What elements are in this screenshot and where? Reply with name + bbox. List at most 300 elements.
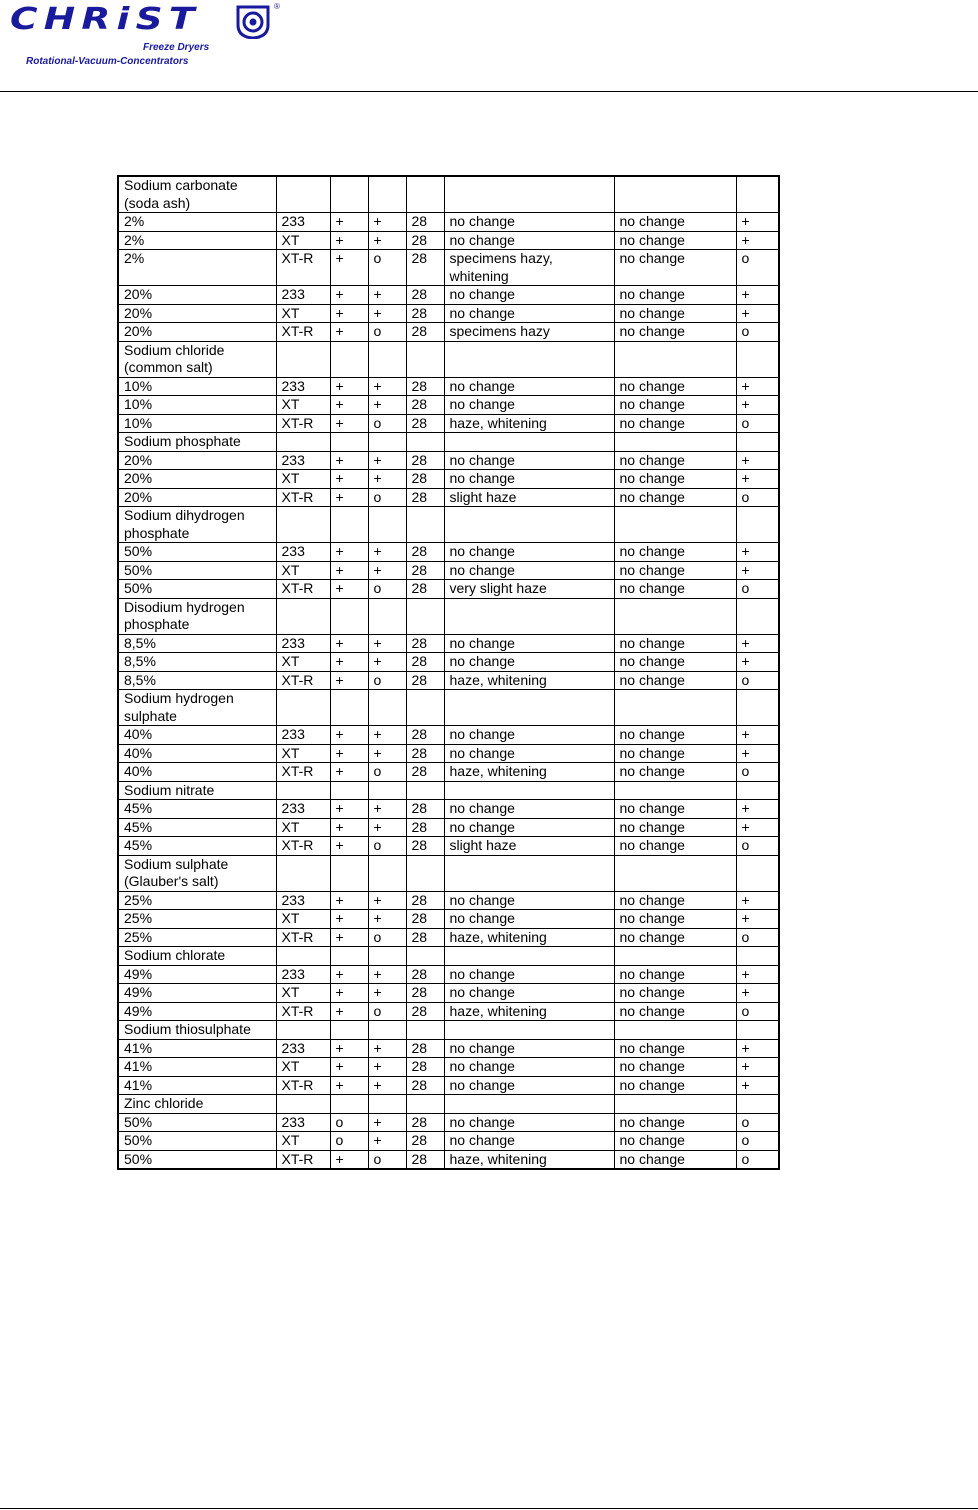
empty-cell [276, 176, 330, 213]
result-b-cell: o [368, 323, 406, 342]
table-row [118, 377, 779, 396]
concentration-cell: 50% [118, 1150, 276, 1169]
medium-appearance-cell: no change [614, 1039, 736, 1058]
concentration-cell: 8,5% [118, 671, 276, 690]
empty-cell [736, 855, 779, 891]
rating-cell: + [736, 818, 779, 837]
table-row [118, 965, 779, 984]
empty-cell [368, 947, 406, 966]
days-cell: 28 [406, 1076, 444, 1095]
table-row [118, 1039, 779, 1058]
empty-cell [444, 690, 614, 726]
material-cell: 233 [276, 726, 330, 745]
medium-appearance-cell: no change [614, 1113, 736, 1132]
result-b-cell: + [368, 910, 406, 929]
specimen-appearance-cell: no change [444, 396, 614, 415]
concentration-cell: 25% [118, 928, 276, 947]
empty-cell [406, 855, 444, 891]
result-a-cell: + [330, 818, 368, 837]
rating-cell: + [736, 451, 779, 470]
result-a-cell: + [330, 451, 368, 470]
result-a-cell: + [330, 396, 368, 415]
empty-cell [406, 341, 444, 377]
days-cell: 28 [406, 1150, 444, 1169]
concentration-cell: 41% [118, 1039, 276, 1058]
rating-cell: + [736, 634, 779, 653]
table-row [118, 1150, 779, 1169]
empty-cell [614, 690, 736, 726]
empty-cell [368, 433, 406, 452]
rating-cell: o [736, 671, 779, 690]
substance-name: Sodium sulphate (Glauber's salt) [118, 855, 276, 891]
result-a-cell: + [330, 414, 368, 433]
medium-appearance-cell: no change [614, 396, 736, 415]
concentration-cell: 8,5% [118, 634, 276, 653]
specimen-appearance-cell: no change [444, 1058, 614, 1077]
material-cell: XT [276, 910, 330, 929]
result-a-cell: + [330, 1076, 368, 1095]
group-header-row [118, 433, 779, 452]
material-cell: XT-R [276, 1076, 330, 1095]
concentration-cell: 8,5% [118, 653, 276, 672]
tagline-rvc: Rotational-Vacuum-Concentrators [26, 56, 189, 67]
days-cell: 28 [406, 1113, 444, 1132]
table-row [118, 1113, 779, 1132]
medium-appearance-cell: no change [614, 304, 736, 323]
table-row [118, 213, 779, 232]
empty-cell [736, 507, 779, 543]
concentration-cell: 40% [118, 763, 276, 782]
empty-cell [406, 1095, 444, 1114]
specimen-appearance-cell: no change [444, 744, 614, 763]
empty-cell [330, 855, 368, 891]
empty-cell [614, 855, 736, 891]
material-cell: XT [276, 1132, 330, 1151]
rating-cell: o [736, 928, 779, 947]
medium-appearance-cell: no change [614, 726, 736, 745]
table-row [118, 984, 779, 1003]
empty-cell [444, 855, 614, 891]
result-a-cell: + [330, 634, 368, 653]
result-b-cell: + [368, 984, 406, 1003]
days-cell: 28 [406, 965, 444, 984]
days-cell: 28 [406, 1039, 444, 1058]
material-cell: XT-R [276, 928, 330, 947]
result-a-cell: + [330, 671, 368, 690]
days-cell: 28 [406, 726, 444, 745]
concentration-cell: 20% [118, 488, 276, 507]
material-cell: XT-R [276, 323, 330, 342]
concentration-cell: 41% [118, 1076, 276, 1095]
specimen-appearance-cell: no change [444, 231, 614, 250]
specimen-appearance-cell: no change [444, 726, 614, 745]
result-b-cell: o [368, 488, 406, 507]
empty-cell [330, 690, 368, 726]
rating-cell: + [736, 543, 779, 562]
table-row [118, 910, 779, 929]
concentration-cell: 25% [118, 891, 276, 910]
footer-divider [0, 1508, 978, 1509]
group-header-row [118, 947, 779, 966]
material-cell: XT-R [276, 837, 330, 856]
result-b-cell: o [368, 928, 406, 947]
table-row [118, 470, 779, 489]
days-cell: 28 [406, 1132, 444, 1151]
material-cell: XT [276, 653, 330, 672]
concentration-cell: 40% [118, 744, 276, 763]
specimen-appearance-cell: no change [444, 451, 614, 470]
group-header-row [118, 781, 779, 800]
header-divider [0, 91, 978, 92]
concentration-cell: 20% [118, 451, 276, 470]
result-a-cell: + [330, 231, 368, 250]
concentration-cell: 45% [118, 800, 276, 819]
result-b-cell: + [368, 1132, 406, 1151]
table-row [118, 250, 779, 286]
group-header-row [118, 598, 779, 634]
concentration-cell: 25% [118, 910, 276, 929]
days-cell: 28 [406, 488, 444, 507]
material-cell: XT-R [276, 488, 330, 507]
empty-cell [736, 690, 779, 726]
material-cell: 233 [276, 800, 330, 819]
days-cell: 28 [406, 653, 444, 672]
result-a-cell: + [330, 470, 368, 489]
concentration-cell: 20% [118, 286, 276, 305]
spiral-shield-icon [235, 5, 271, 39]
rating-cell: + [736, 561, 779, 580]
result-b-cell: + [368, 1058, 406, 1077]
medium-appearance-cell: no change [614, 414, 736, 433]
specimen-appearance-cell: no change [444, 910, 614, 929]
empty-cell [276, 507, 330, 543]
table-row [118, 726, 779, 745]
specimen-appearance-cell: no change [444, 1132, 614, 1151]
material-cell: XT [276, 818, 330, 837]
concentration-cell: 40% [118, 726, 276, 745]
days-cell: 28 [406, 1002, 444, 1021]
material-cell: 233 [276, 543, 330, 562]
empty-cell [736, 781, 779, 800]
empty-cell [368, 855, 406, 891]
material-cell: XT [276, 231, 330, 250]
result-b-cell: + [368, 1039, 406, 1058]
result-a-cell: + [330, 580, 368, 599]
substance-name: Sodium thiosulphate [118, 1021, 276, 1040]
result-b-cell: o [368, 1002, 406, 1021]
days-cell: 28 [406, 671, 444, 690]
table-row [118, 928, 779, 947]
rating-cell: + [736, 304, 779, 323]
concentration-cell: 45% [118, 837, 276, 856]
christ-logo [6, 2, 286, 72]
empty-cell [406, 1021, 444, 1040]
empty-cell [276, 1021, 330, 1040]
empty-cell [614, 1021, 736, 1040]
medium-appearance-cell: no change [614, 744, 736, 763]
result-a-cell: o [330, 1132, 368, 1151]
empty-cell [444, 1021, 614, 1040]
medium-appearance-cell: no change [614, 1132, 736, 1151]
result-b-cell: + [368, 543, 406, 562]
medium-appearance-cell: no change [614, 910, 736, 929]
rating-cell: + [736, 653, 779, 672]
medium-appearance-cell: no change [614, 800, 736, 819]
empty-cell [330, 176, 368, 213]
group-header-row [118, 1021, 779, 1040]
empty-cell [444, 781, 614, 800]
empty-cell [330, 1095, 368, 1114]
medium-appearance-cell: no change [614, 1002, 736, 1021]
rating-cell: + [736, 470, 779, 489]
rating-cell: + [736, 286, 779, 305]
specimen-appearance-cell: no change [444, 561, 614, 580]
result-a-cell: + [330, 837, 368, 856]
specimen-appearance-cell: haze, whitening [444, 1150, 614, 1169]
table-row [118, 837, 779, 856]
material-cell: 233 [276, 1113, 330, 1132]
rating-cell: o [736, 323, 779, 342]
material-cell: XT [276, 1058, 330, 1077]
result-b-cell: + [368, 1113, 406, 1132]
specimen-appearance-cell: specimens hazy [444, 323, 614, 342]
table-row [118, 653, 779, 672]
empty-cell [276, 690, 330, 726]
specimen-appearance-cell: no change [444, 1039, 614, 1058]
result-a-cell: + [330, 653, 368, 672]
material-cell: XT [276, 984, 330, 1003]
empty-cell [444, 176, 614, 213]
medium-appearance-cell: no change [614, 250, 736, 286]
material-cell: XT [276, 744, 330, 763]
days-cell: 28 [406, 928, 444, 947]
group-header-row [118, 1095, 779, 1114]
concentration-cell: 20% [118, 323, 276, 342]
result-b-cell: + [368, 286, 406, 305]
group-header-row [118, 507, 779, 543]
days-cell: 28 [406, 891, 444, 910]
result-a-cell: + [330, 323, 368, 342]
result-b-cell: + [368, 891, 406, 910]
empty-cell [330, 507, 368, 543]
rating-cell: + [736, 891, 779, 910]
days-cell: 28 [406, 304, 444, 323]
material-cell: XT-R [276, 580, 330, 599]
result-b-cell: + [368, 634, 406, 653]
concentration-cell: 50% [118, 580, 276, 599]
specimen-appearance-cell: no change [444, 634, 614, 653]
medium-appearance-cell: no change [614, 928, 736, 947]
table-row [118, 396, 779, 415]
empty-cell [444, 433, 614, 452]
days-cell: 28 [406, 213, 444, 232]
result-b-cell: o [368, 837, 406, 856]
table-row [118, 1132, 779, 1151]
result-b-cell: + [368, 653, 406, 672]
empty-cell [368, 341, 406, 377]
empty-cell [444, 341, 614, 377]
medium-appearance-cell: no change [614, 213, 736, 232]
empty-cell [276, 1095, 330, 1114]
days-cell: 28 [406, 910, 444, 929]
specimen-appearance-cell: no change [444, 1113, 614, 1132]
rating-cell: + [736, 800, 779, 819]
specimen-appearance-cell: specimens hazy, whitening [444, 250, 614, 286]
empty-cell [368, 781, 406, 800]
rating-cell: + [736, 744, 779, 763]
specimen-appearance-cell: no change [444, 213, 614, 232]
medium-appearance-cell: no change [614, 1076, 736, 1095]
rating-cell: o [736, 488, 779, 507]
days-cell: 28 [406, 984, 444, 1003]
days-cell: 28 [406, 634, 444, 653]
empty-cell [330, 433, 368, 452]
empty-cell [614, 176, 736, 213]
substance-name: Zinc chloride [118, 1095, 276, 1114]
concentration-cell: 2% [118, 231, 276, 250]
empty-cell [444, 947, 614, 966]
concentration-cell: 41% [118, 1058, 276, 1077]
result-a-cell: + [330, 726, 368, 745]
result-a-cell: + [330, 213, 368, 232]
empty-cell [614, 947, 736, 966]
material-cell: XT [276, 304, 330, 323]
rating-cell: o [736, 1132, 779, 1151]
rating-cell: + [736, 396, 779, 415]
medium-appearance-cell: no change [614, 1150, 736, 1169]
empty-cell [368, 176, 406, 213]
result-a-cell: + [330, 910, 368, 929]
empty-cell [406, 598, 444, 634]
empty-cell [368, 690, 406, 726]
empty-cell [368, 598, 406, 634]
specimen-appearance-cell: no change [444, 286, 614, 305]
concentration-cell: 20% [118, 304, 276, 323]
empty-cell [736, 1021, 779, 1040]
days-cell: 28 [406, 323, 444, 342]
specimen-appearance-cell: haze, whitening [444, 671, 614, 690]
specimen-appearance-cell: no change [444, 800, 614, 819]
concentration-cell: 10% [118, 396, 276, 415]
result-b-cell: o [368, 763, 406, 782]
table-row [118, 414, 779, 433]
empty-cell [736, 598, 779, 634]
material-cell: 233 [276, 1039, 330, 1058]
material-cell: 233 [276, 213, 330, 232]
material-cell: XT-R [276, 250, 330, 286]
days-cell: 28 [406, 470, 444, 489]
rating-cell: + [736, 377, 779, 396]
medium-appearance-cell: no change [614, 837, 736, 856]
specimen-appearance-cell: haze, whitening [444, 1002, 614, 1021]
medium-appearance-cell: no change [614, 763, 736, 782]
empty-cell [276, 855, 330, 891]
days-cell: 28 [406, 414, 444, 433]
result-b-cell: o [368, 671, 406, 690]
empty-cell [406, 690, 444, 726]
concentration-cell: 50% [118, 543, 276, 562]
concentration-cell: 50% [118, 1113, 276, 1132]
group-header-row [118, 690, 779, 726]
chemical-resistance-table [117, 175, 780, 1170]
result-b-cell: + [368, 744, 406, 763]
empty-cell [276, 433, 330, 452]
rating-cell: + [736, 1039, 779, 1058]
days-cell: 28 [406, 818, 444, 837]
concentration-cell: 49% [118, 1002, 276, 1021]
rating-cell: o [736, 250, 779, 286]
result-b-cell: + [368, 818, 406, 837]
result-b-cell: + [368, 800, 406, 819]
material-cell: XT-R [276, 414, 330, 433]
medium-appearance-cell: no change [614, 891, 736, 910]
substance-name: Disodium hydrogen phosphate [118, 598, 276, 634]
specimen-appearance-cell: no change [444, 304, 614, 323]
result-b-cell: + [368, 451, 406, 470]
medium-appearance-cell: no change [614, 470, 736, 489]
table-row [118, 763, 779, 782]
medium-appearance-cell: no change [614, 451, 736, 470]
specimen-appearance-cell: haze, whitening [444, 763, 614, 782]
material-cell: 233 [276, 286, 330, 305]
result-b-cell: + [368, 470, 406, 489]
rating-cell: o [736, 837, 779, 856]
concentration-cell: 45% [118, 818, 276, 837]
result-a-cell: + [330, 377, 368, 396]
concentration-cell: 20% [118, 470, 276, 489]
days-cell: 28 [406, 286, 444, 305]
result-a-cell: + [330, 800, 368, 819]
empty-cell [406, 507, 444, 543]
specimen-appearance-cell: slight haze [444, 488, 614, 507]
rating-cell: + [736, 910, 779, 929]
days-cell: 28 [406, 250, 444, 286]
table-row [118, 451, 779, 470]
result-a-cell: + [330, 744, 368, 763]
days-cell: 28 [406, 451, 444, 470]
medium-appearance-cell: no change [614, 671, 736, 690]
result-a-cell: + [330, 250, 368, 286]
result-b-cell: o [368, 1150, 406, 1169]
empty-cell [276, 781, 330, 800]
rating-cell: o [736, 580, 779, 599]
material-cell: 233 [276, 451, 330, 470]
empty-cell [614, 507, 736, 543]
rating-cell: + [736, 984, 779, 1003]
days-cell: 28 [406, 231, 444, 250]
days-cell: 28 [406, 561, 444, 580]
empty-cell [368, 507, 406, 543]
result-a-cell: + [330, 984, 368, 1003]
group-header-row [118, 341, 779, 377]
result-a-cell: + [330, 488, 368, 507]
material-cell: XT [276, 396, 330, 415]
result-a-cell: + [330, 543, 368, 562]
table-row [118, 231, 779, 250]
result-b-cell: + [368, 304, 406, 323]
concentration-cell: 49% [118, 984, 276, 1003]
material-cell: XT [276, 561, 330, 580]
medium-appearance-cell: no change [614, 984, 736, 1003]
result-b-cell: + [368, 965, 406, 984]
empty-cell [368, 1021, 406, 1040]
result-a-cell: + [330, 928, 368, 947]
medium-appearance-cell: no change [614, 965, 736, 984]
result-b-cell: + [368, 377, 406, 396]
table-row [118, 800, 779, 819]
days-cell: 28 [406, 763, 444, 782]
days-cell: 28 [406, 543, 444, 562]
